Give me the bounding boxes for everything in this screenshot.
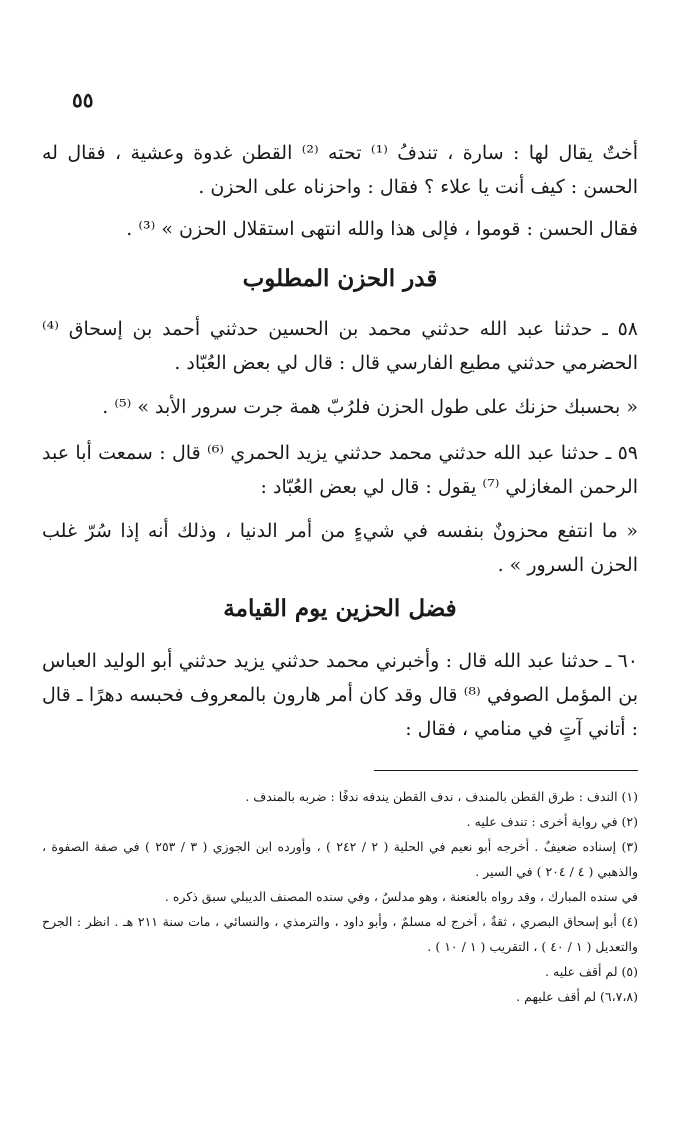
footnote-5: (٥) لم أقف عليه .	[545, 964, 638, 979]
footnote-6-7-8: (٦،٧،٨) لم أقف عليهم .	[516, 989, 638, 1004]
paragraph-alaa-story: أختٌ يقال لها : سارة ، تندفُ ⁽¹⁾ تحته ⁽²⁾ القطن غدوة وعشية ، فقال له الحسن : كيف أنت يا علاء ؟ فقال : واحزناه على الحزن .	[42, 142, 638, 198]
footnotes	[42, 784, 638, 1009]
hadith-59-chain: ٥٩ ـ حدثنا عبد الله حدثني محمد حدثني يزيد الحمري ⁽⁶⁾ قال : سمعت أبا عبد الرحمن المغازلي ⁽⁷⁾ يقول : قال لي بعض العُبّاد :	[42, 442, 638, 498]
footnote-1: (١) الندف : طرق القطن بالمندف ، ندف القطن يندفه ندفًا : ضربه بالمندف .	[245, 789, 638, 804]
footnote-3-continuation: في سنده المبارك ، وقد رواه بالعنعنة ، وهو مدلسٌ ، وفي سنده المصنف الديبلي سبق ذكره .	[164, 889, 638, 904]
hadith-60-text: ٦٠ ـ حدثنا عبد الله قال : وأخبرني محمد حدثني يزيد حدثني أبو الوليد العباس بن المؤمل الصوفي ⁽⁸⁾ قال وقد كان أمر هارون بالمعروف فحبسه دهرًا ـ قال : أتاني آتٍ في منامي ، فقال :	[42, 650, 638, 740]
hadith-58-text: « بحسبك حزنك على طول الحزن فلرُبّ همة جرت سرور الأبد » ⁽⁵⁾ .	[102, 396, 638, 418]
footnote-divider	[374, 770, 638, 771]
footnote-2: (٢) في رواية أخرى : تندف عليه .	[466, 814, 638, 829]
hadith-59-text: « ما انتفع محزونٌ بنفسه في شيءٍ من أمر الدنيا ، وذلك أنه إذا سُرّ غلب الحزن السرور » .	[42, 520, 638, 576]
footnote-4: (٤) أبو إسحاق البصري ، ثقةٌ ، أخرج له مسلمٌ ، وأبو داود ، والترمذي ، والنسائي ، مات سنة ٢١١ هـ . انظر : الجرح والتعديل ( ١ / ٤٠ ) ، التقريب ( ١ / ١٠ ) .	[42, 914, 638, 954]
page-number: ٥٥	[72, 88, 94, 112]
footnote-3: (٣) إسناده ضعيفٌ . أخرجه أبو نعيم في الحلية ( ٢ / ٢٤٢ ) ، وأورده ابن الجوزي ( ٣ / ٢٥٣ ) في صفة الصفوة ، والذهبي ( ٤ / ٢٠٤ ) في السير .	[42, 839, 638, 879]
section-heading-merit-of-grieving: فضل الحزين يوم القيامة	[223, 595, 457, 622]
section-heading-required-grief: قدر الحزن المطلوب	[242, 265, 438, 292]
paragraph-hasan-saying: فقال الحسن : قوموا ، فإلى هذا والله انتهى استقلال الحزن » ⁽³⁾ .	[126, 218, 638, 240]
hadith-58-chain: ٥٨ ـ حدثنا عبد الله حدثني محمد بن الحسين حدثني أحمد بن إسحاق ⁽⁴⁾ الحضرمي حدثني مطيع الفارسي قال : قال لي بعض العُبّاد .	[42, 318, 638, 374]
